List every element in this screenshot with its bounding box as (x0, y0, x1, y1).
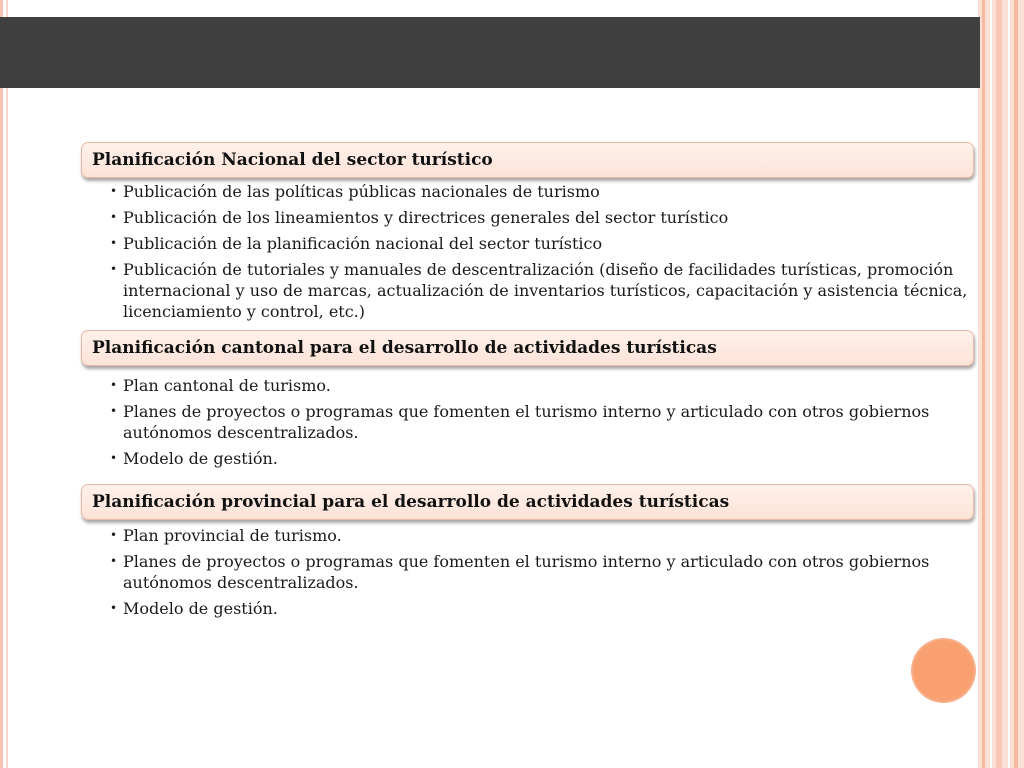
bullet-icon: • (110, 404, 118, 418)
section-title: Planificación cantonal para el desarrollo de actividades turísticas (92, 338, 717, 358)
bullet-icon: • (110, 378, 118, 392)
section-title: Planificación provincial para el desarrollo de actividades turísticas (92, 492, 730, 512)
list-item (110, 207, 970, 228)
list-item-text: Modelo de gestión. (123, 599, 278, 618)
bullet-icon: • (110, 601, 118, 615)
bullet-list-cantonal (110, 375, 970, 474)
list-item (110, 448, 970, 469)
list-item-text: Plan provincial de turismo. (123, 526, 342, 545)
list-item (110, 375, 970, 396)
list-item (110, 551, 970, 593)
bullet-icon: • (110, 236, 118, 250)
section-header-nacional (81, 142, 974, 178)
list-item-text: Publicación de los lineamientos y directrices generales del sector turístico (123, 208, 729, 227)
bullet-icon: • (110, 554, 118, 568)
bullet-icon: • (110, 184, 118, 198)
bullet-list-provincial (110, 525, 970, 624)
list-item (110, 259, 970, 322)
left-decorative-stripe (0, 0, 3, 768)
list-item-text: Planes de proyectos o programas que fomenten el turismo interno y articulado con otros gobiernos autónomos descentralizados. (123, 552, 930, 592)
list-item-text: Publicación de las políticas públicas nacionales de turismo (123, 182, 600, 201)
slide-title-bar (0, 17, 980, 88)
section-header-cantonal (81, 330, 974, 366)
section-title: Planificación Nacional del sector turístico (92, 150, 493, 170)
right-decorative-line (1014, 0, 1018, 768)
list-item-text: Modelo de gestión. (123, 449, 278, 468)
list-item-text: Publicación de tutoriales y manuales de descentralización (diseño de facilidades turísticas, promoción internacional y uso de marcas, actualización de inventarios turísticos, capacitación y asistencia técnica, licenciamiento y control, etc.) (123, 260, 968, 321)
bullet-list-nacional (110, 181, 970, 327)
list-item (110, 233, 970, 254)
list-item (110, 181, 970, 202)
decorative-orange-circle-icon (913, 640, 974, 701)
list-item (110, 401, 970, 443)
list-item (110, 598, 970, 619)
list-item-text: Plan cantonal de turismo. (123, 376, 331, 395)
section-header-provincial (81, 484, 974, 520)
right-decorative-line (996, 0, 1002, 768)
bullet-icon: • (110, 528, 118, 542)
list-item-text: Planes de proyectos o programas que fomenten el turismo interno y articulado con otros gobiernos autónomos descentralizados. (123, 402, 930, 442)
right-decorative-line (990, 0, 992, 768)
bullet-icon: • (110, 210, 118, 224)
right-decorative-line (982, 0, 985, 768)
list-item (110, 525, 970, 546)
list-item-text: Publicación de la planificación nacional del sector turístico (123, 234, 603, 253)
bullet-icon: • (110, 262, 118, 276)
bullet-icon: • (110, 451, 118, 465)
left-decorative-stripe-thin (6, 0, 8, 768)
right-decorative-line (1008, 0, 1010, 768)
